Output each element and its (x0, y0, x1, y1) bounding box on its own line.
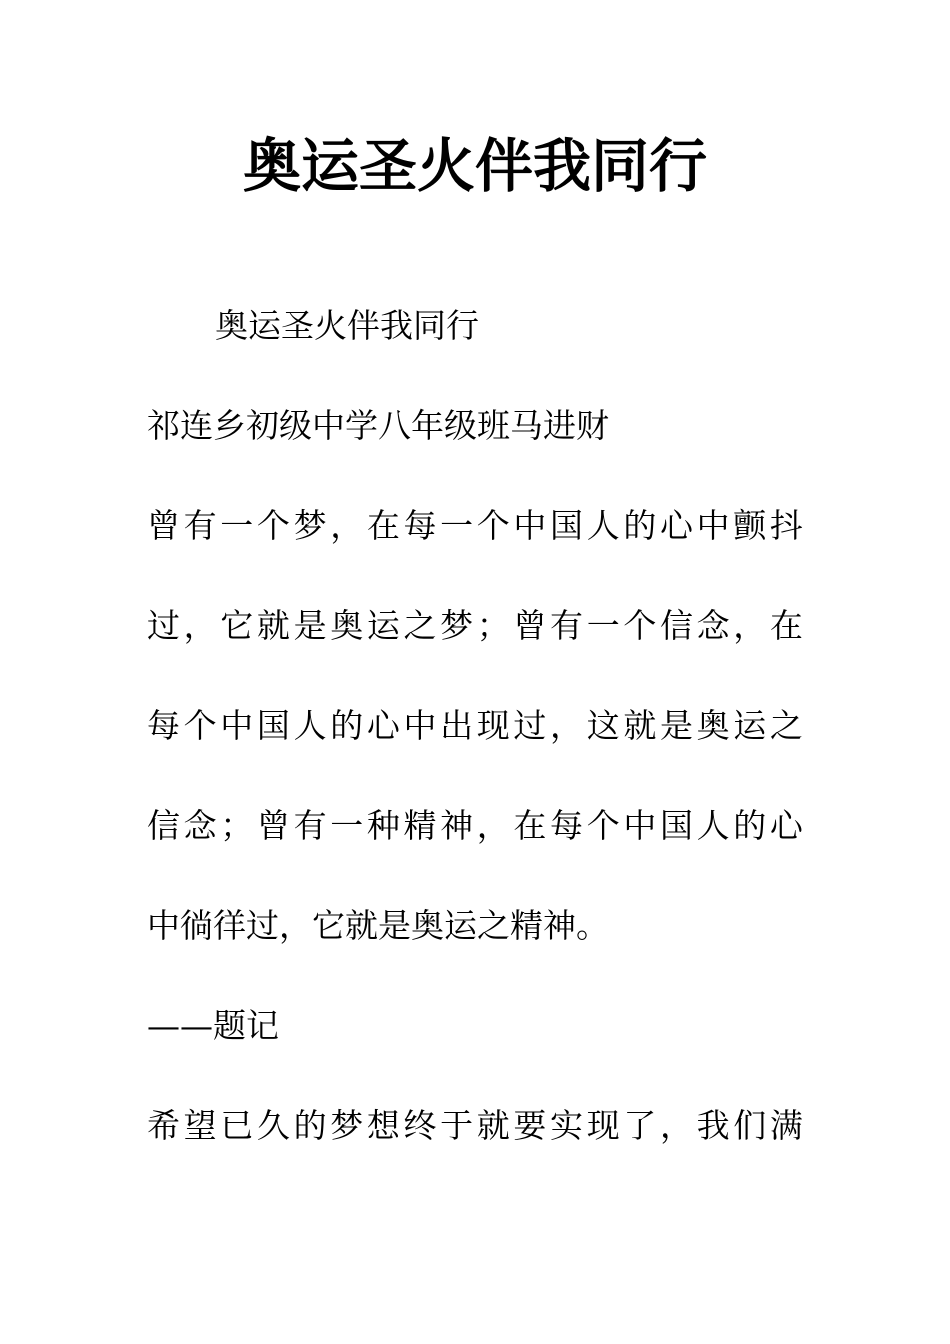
paragraph-line (147, 804, 803, 848)
paragraph-text: 希 望 已 久 的 梦 想 终 于 就 要 实 现 了 ， 我 们 满 (147, 1106, 803, 1145)
paragraph-text: 曾 有 一 个 梦 ， 在 每 一 个 中 国 人 的 心 中 颤 抖 (147, 506, 803, 545)
document-title: 奥运圣火伴我同行 (242, 132, 707, 200)
paragraph-line (147, 904, 609, 948)
epigraph-attribution: ——题记 (147, 1006, 279, 1045)
paragraph-line (147, 704, 803, 748)
author-line: 祁连乡初级中学八年级班马进财 (147, 406, 609, 445)
paragraph-text: 中徜徉过，它就是奥运之精神。 (147, 906, 609, 945)
paragraph-text: 每 个 中 国 人 的 心 中 出 现 过 ， 这 就 是 奥 运 之 (147, 706, 803, 745)
paragraph-line (147, 504, 803, 548)
paragraph-line (147, 1104, 803, 1148)
essay-subtitle: 奥运圣火伴我同行 (215, 306, 479, 345)
paragraph-text: 信 念 ； 曾 有 一 种 精 神 ， 在 每 个 中 国 人 的 心 (147, 806, 803, 845)
paragraph-text: 过 ， 它 就 是 奥 运 之 梦 ； 曾 有 一 个 信 念 ， 在 (147, 606, 803, 645)
paragraph-line (147, 604, 803, 648)
